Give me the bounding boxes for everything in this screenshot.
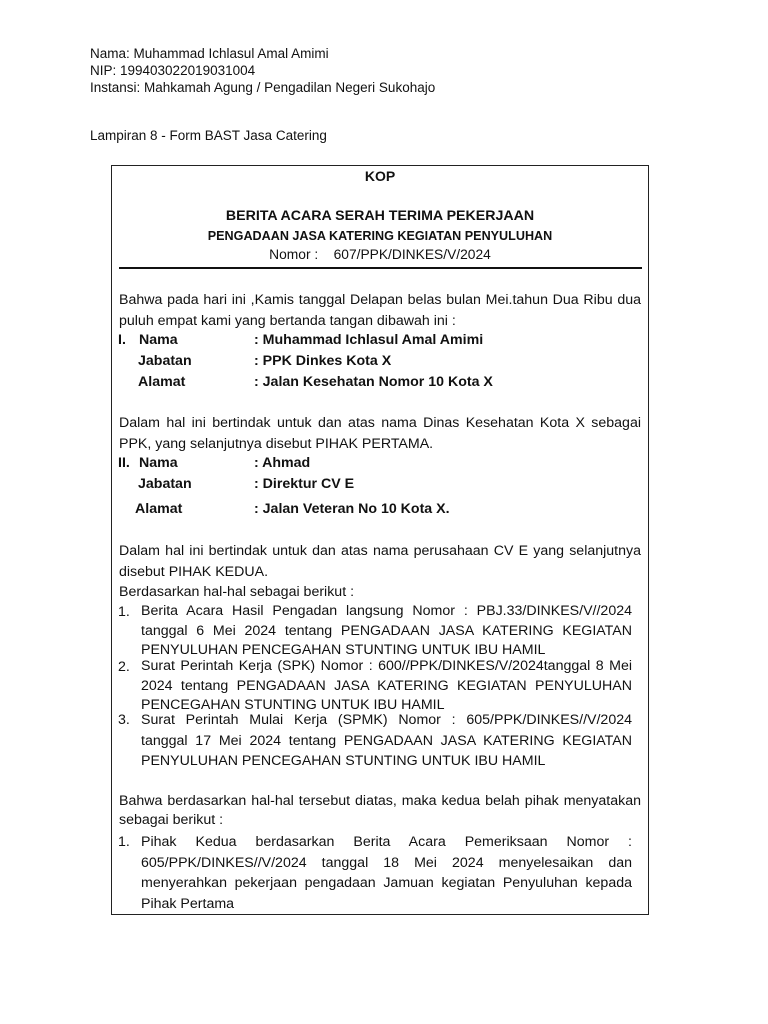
basis-item-number: 3. <box>118 712 130 728</box>
party1-number: I. <box>118 332 126 348</box>
party1-address-value: : Jalan Kesehatan Nomor 10 Kota X <box>254 374 493 390</box>
party2-address-label: Alamat <box>135 501 183 517</box>
doc-number-value: 607/PPK/DINKES/V/2024 <box>333 247 491 262</box>
party1-name-label: Nama <box>139 332 178 348</box>
party2-name-value: : Ahmad <box>254 455 311 471</box>
party2-description: Dalam hal ini bertindak untuk dan atas nama perusahaan CV E yang selanjutnya disebut PIHAK KEDUA. <box>119 543 641 580</box>
doc-title: BERITA ACARA SERAH TERIMA PEKERJAAN <box>225 208 535 224</box>
statement-item-number: 1. <box>118 834 130 850</box>
party2-number: II. <box>118 455 130 471</box>
party1-position-value: : PPK Dinkes Kota X <box>254 353 392 369</box>
party1-position-label: Jabatan <box>138 353 192 369</box>
party2-name-label: Nama <box>139 455 178 471</box>
basis-item-number: 1. <box>118 604 130 620</box>
party1-name-value: : Muhammad Ichlasul Amal Amimi <box>254 332 484 348</box>
party2-position-label: Jabatan <box>138 476 192 492</box>
kop-label: KOP <box>364 168 396 184</box>
statement-intro: Bahwa berdasarkan hal-hal tersebut diatas, maka kedua belah pihak menyatakan sebagai berikut : <box>119 793 641 828</box>
attachment-label: Lampiran 8 - Form BAST Jasa Catering <box>90 128 327 143</box>
party1-description: Dalam hal ini bertindak untuk dan atas nama Dinas Kesehatan Kota X sebagai PPK, yang selanjutnya disebut PIHAK PERTAMA. <box>119 415 641 452</box>
opening-paragraph: Bahwa pada hari ini ,Kamis tanggal Delapan belas bulan Mei.tahun Dua Ribu dua puluh empat kami yang bertanda tangan dibawah ini : <box>119 292 641 329</box>
basis-item: Surat Perintah Kerja (SPK) Nomor : 600//PPK/DINKES/V/2024tanggal 8 Mei 2024 tentang PENGADAAN JASA KATERING KEGIATAN PENYULUHAN PENCEGAHAN STUNTING UNTUK IBU HAMIL <box>141 658 632 713</box>
statement-item: Pihak Kedua berdasarkan Berita Acara Pemeriksaan Nomor : 605/PPK/DINKES//V/2024 tanggal 18 Mei 2024 menyelesaikan dan menyerahkan pekerjaan pengadaan Jamuan kegiatan Penyuluhan kepada Pihak Pertama <box>141 834 632 912</box>
doc-number <box>112 246 648 264</box>
party2-position-value: : Direktur CV E <box>254 476 355 492</box>
bast-form <box>111 165 649 915</box>
author-name: Nama: Muhammad Ichlasul Amal Amimi <box>90 46 329 61</box>
title-divider <box>119 267 642 269</box>
doc-subtitle: PENGADAAN JASA KATERING KEGIATAN PENYULUHAN <box>207 229 553 243</box>
party2-address-value: : Jalan Veteran No 10 Kota X. <box>254 501 450 517</box>
doc-number-label: Nomor : <box>269 247 319 262</box>
author-institution: Instansi: Mahkamah Agung / Pengadilan Negeri Sukohajo <box>90 80 436 95</box>
basis-item: Berita Acara Hasil Pengadan langsung Nomor : PBJ.33/DINKES/V//2024 tanggal 6 Mei 2024 tentang PENGADAAN JASA KATERING KEGIATAN PENYULUHAN PENCEGAHAN STUNTING UNTUK IBU HAMIL <box>141 603 632 658</box>
basis-item: Surat Perintah Mulai Kerja (SPMK) Nomor : 605/PPK/DINKES//V/2024 tanggal 17 Mei 2024 tentang PENGADAAN JASA KATERING KEGIATAN PENYULUHAN PENCEGAHAN STUNTING UNTUK IBU HAMIL <box>141 712 632 769</box>
basis-item-number: 2. <box>118 659 130 675</box>
author-nip: NIP: 199403022019031004 <box>90 63 256 78</box>
basis-intro: Berdasarkan hal-hal sebagai berikut : <box>119 584 355 600</box>
party1-address-label: Alamat <box>138 374 186 390</box>
